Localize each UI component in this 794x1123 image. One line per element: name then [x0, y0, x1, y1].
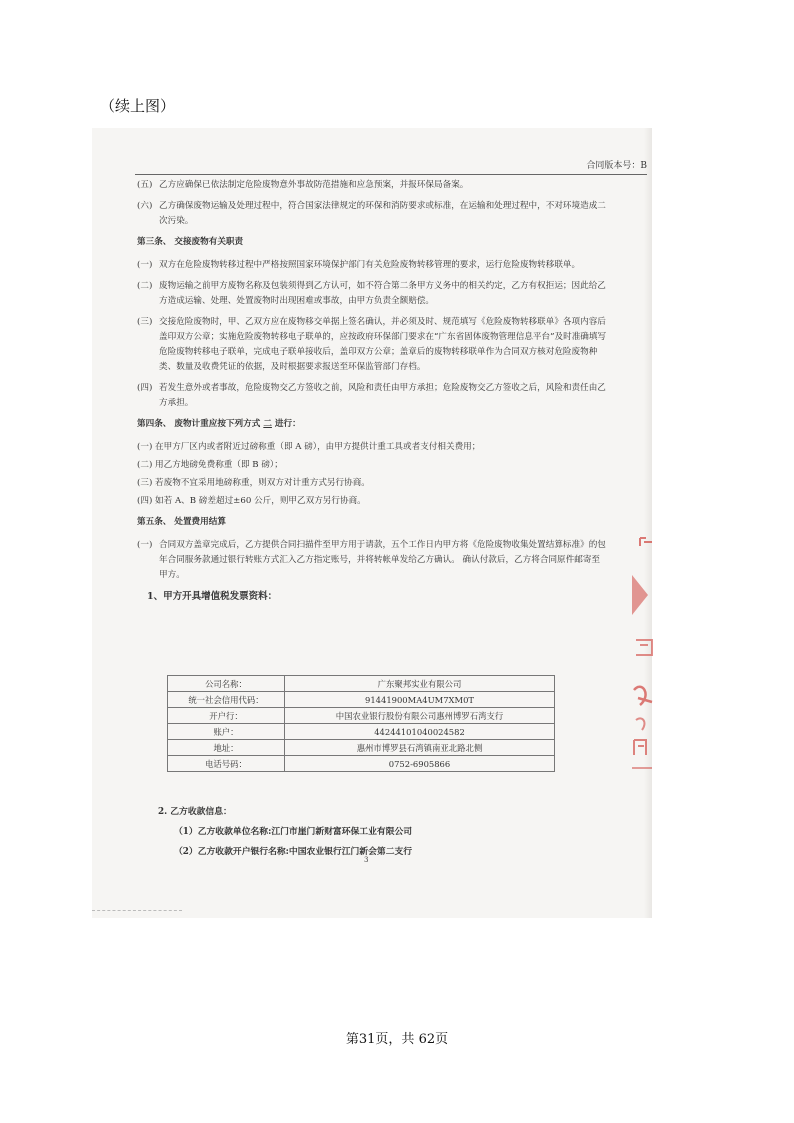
- clause-text: 乙方确保废物运输及处理过程中，符合国家法律规定的环保和消防要求或标准，在运输和处理过程中，不对环境造成二次污染。: [159, 201, 606, 226]
- table-value: 广东聚邦实业有限公司: [285, 676, 555, 692]
- table-row: [168, 756, 555, 772]
- scan-edge-shadow: [644, 128, 652, 918]
- clause-marker: (六): [137, 201, 153, 211]
- section-4-title: [137, 417, 607, 432]
- weighing-option: (一) 在甲方厂区内或者附近过磅称重（即 A 磅），由甲方提供计重工具或者支付相关费用；: [137, 442, 481, 452]
- table-row: [168, 708, 555, 724]
- section-4-choice: 二: [263, 419, 272, 429]
- payee-line: （2）乙方收款开户银行名称:中国农业银行江门新会第二支行: [174, 847, 413, 857]
- clause-marker: (一): [137, 540, 153, 550]
- clause-marker: (五): [137, 180, 153, 190]
- table-key: 公司名称：: [168, 676, 285, 692]
- table-key: 电话号码：: [168, 756, 285, 772]
- weighing-option: (三) 若废物不宜采用地磅称重，则双方对计重方式另行协商。: [137, 478, 370, 488]
- clause-item: [137, 178, 607, 193]
- invoice-info-table: [167, 675, 555, 772]
- table-row: [168, 724, 555, 740]
- payee-line: （1）乙方收款单位名称:江门市崖门新财富环保工业有限公司: [174, 827, 413, 837]
- table-row: [168, 676, 555, 692]
- clause-marker: (二): [137, 281, 153, 291]
- weighing-option: (四) 如若 A、B 磅差超过±60 公斤，则甲乙双方另行协商。: [137, 496, 366, 506]
- caption: （续上图）: [100, 97, 176, 115]
- weighing-option: (二) 用乙方地磅免费称重（即 B 磅）；: [137, 460, 283, 470]
- partial-red-seal: [618, 530, 658, 780]
- clause-text: 合同双方盖章完成后，乙方提供合同扫描件至甲方用于请款，五个工作日内甲方将《危险废物收集处置结算标准》的包年合同服务款通过银行转账方式汇入乙方指定账号，并将转帐单发给乙方确认。 确认付款后，乙方将合同原件邮寄至甲方。: [159, 540, 606, 580]
- table-row: [168, 692, 555, 708]
- clause-text: 交接危险废物时，甲、乙双方应在废物移交单据上签名确认，并必须及时、规范填写《危险废物转移联单》各项内容后盖印双方公章；实施危险废物转移电子联单的，应按政府环保部门要求在“广东省固体废物管理信息平台”及时准确填写危险废物转移电子联单，完成电子联单接收后，盖印双方公章；盖章后的废物转移联单作为合同双方核对危险废物种类、数量及收费凭证的依据，及时根据要求报送至环保监管部门存档。: [159, 317, 607, 372]
- clause-marker: (四): [137, 383, 153, 393]
- section-4-title-pre: 第四条、 废物计重应按下列方式: [137, 419, 261, 429]
- table-value: 44244101040024582: [285, 724, 555, 740]
- contract-body: [137, 178, 607, 607]
- section-3-title: 第三条、 交接废物有关职责: [137, 237, 244, 247]
- section-4-title-post: 进行：: [274, 419, 301, 429]
- payee-title: 2. 乙方收款信息：: [158, 807, 232, 817]
- clause-marker: (一): [137, 260, 153, 270]
- clause-marker: (三): [137, 317, 153, 327]
- clause-item: [137, 315, 607, 375]
- scanned-contract-page: [92, 128, 652, 918]
- table-key: 地址：: [168, 740, 285, 756]
- clause-text: 乙方应确保已依法制定危险废物意外事故防范措施和应急预案，并报环保局备案。: [159, 180, 469, 190]
- clause-text: 废物运输之前甲方废物名称及包装须得到乙方认可，如不符合第二条甲方义务中的相关约定，乙方有权拒运；因此给乙方造成运输、处理、处置废物时出现困难或事故，由甲方负责全额赔偿。: [159, 281, 606, 306]
- clause-item: [137, 381, 607, 411]
- contract-version: 合同版本号：B: [586, 161, 647, 171]
- table-value: 0752-6905866: [285, 756, 555, 772]
- table-key: 统一社会信用代码：: [168, 692, 285, 708]
- section-5-title: 第五条、 处置费用结算: [137, 517, 226, 527]
- table-row: [168, 740, 555, 756]
- clause-item: [137, 199, 607, 229]
- contract-header: [135, 158, 647, 175]
- clause-item: [137, 279, 607, 309]
- clause-item: [137, 258, 607, 273]
- table-value: 中国农业银行股份有限公司惠州博罗石湾支行: [285, 708, 555, 724]
- clause-text: 若发生意外或者事故，危险废物交乙方签收之前，风险和责任由甲方承担；危险废物交乙方签收之后，风险和责任由乙方承担。: [159, 383, 606, 408]
- clause-text: 双方在危险废物转移过程中严格按照国家环境保护部门有关危险废物转移管理的要求，运行危险废物转移联单。: [159, 260, 581, 270]
- inner-page-number: 3: [364, 856, 369, 864]
- payee-info: [158, 802, 412, 862]
- table-value: 惠州市博罗县石湾镇南亚北路北侧: [285, 740, 555, 756]
- invoice-info-title: 1、甲方开具增值税发票资料：: [147, 591, 278, 602]
- table-key: 账户：: [168, 724, 285, 740]
- page-footer: 第31页，共 62页: [345, 1032, 449, 1047]
- clause-item: [137, 538, 607, 583]
- scan-margin-mark: [92, 910, 182, 911]
- table-value: 91441900MA4UM7XM0T: [285, 692, 555, 708]
- table-key: 开户行：: [168, 708, 285, 724]
